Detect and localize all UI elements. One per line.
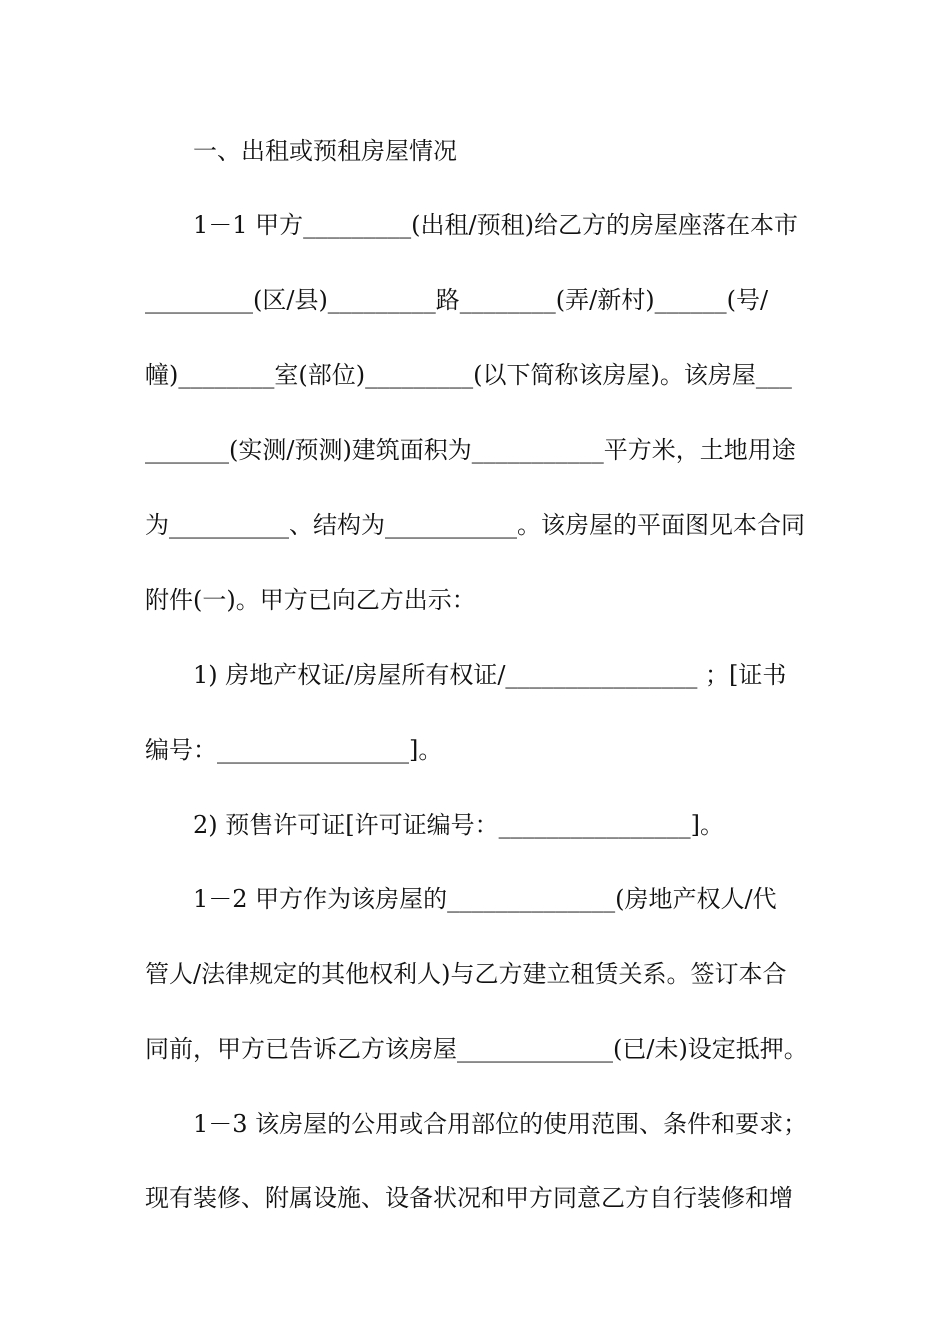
item-2-line: 2) 预售许可证[许可证编号：________________]。 bbox=[193, 811, 724, 839]
clause-1-1-line-6: 附件(一)。甲方已向乙方出示： bbox=[145, 586, 476, 614]
item-1-line-2: 编号：________________]。 bbox=[145, 736, 443, 764]
clause-1-3-line-2: 现有装修、附属设施、设备状况和甲方同意乙方自行装修和增 bbox=[145, 1184, 793, 1212]
clause-1-1-line-2: _________(区/县)_________路________(弄/新村)______(号/ bbox=[145, 286, 769, 314]
clause-1-2-line-3: 同前，甲方已告诉乙方该房屋_____________(已/未)设定抵押。 bbox=[145, 1035, 808, 1063]
clause-1-1-line-1: 1－1 甲方_________(出租/预租)给乙方的房屋座落在本市 bbox=[193, 211, 798, 239]
clause-1-2-line-1: 1－2 甲方作为该房屋的______________(房地产权人/代 bbox=[193, 885, 777, 913]
section-heading: 一、出租或预租房屋情况 bbox=[193, 137, 457, 165]
clause-1-1-line-3: 幢)________室(部位)_________(以下简称该房屋)。该房屋___ bbox=[145, 361, 792, 389]
clause-1-1-line-5: 为__________、结构为___________。该房屋的平面图见本合同 bbox=[145, 511, 805, 539]
clause-1-2-line-2: 管人/法律规定的其他权利人)与乙方建立租赁关系。签订本合 bbox=[145, 960, 787, 988]
clause-1-3-line-1: 1－3 该房屋的公用或合用部位的使用范围、条件和要求； bbox=[193, 1110, 808, 1138]
clause-1-1-line-4: _______(实测/预测)建筑面积为___________平方米，土地用途 bbox=[145, 436, 796, 464]
item-1-line-1: 1) 房地产权证/房屋所有权证/________________ ；[证书 bbox=[193, 661, 787, 689]
